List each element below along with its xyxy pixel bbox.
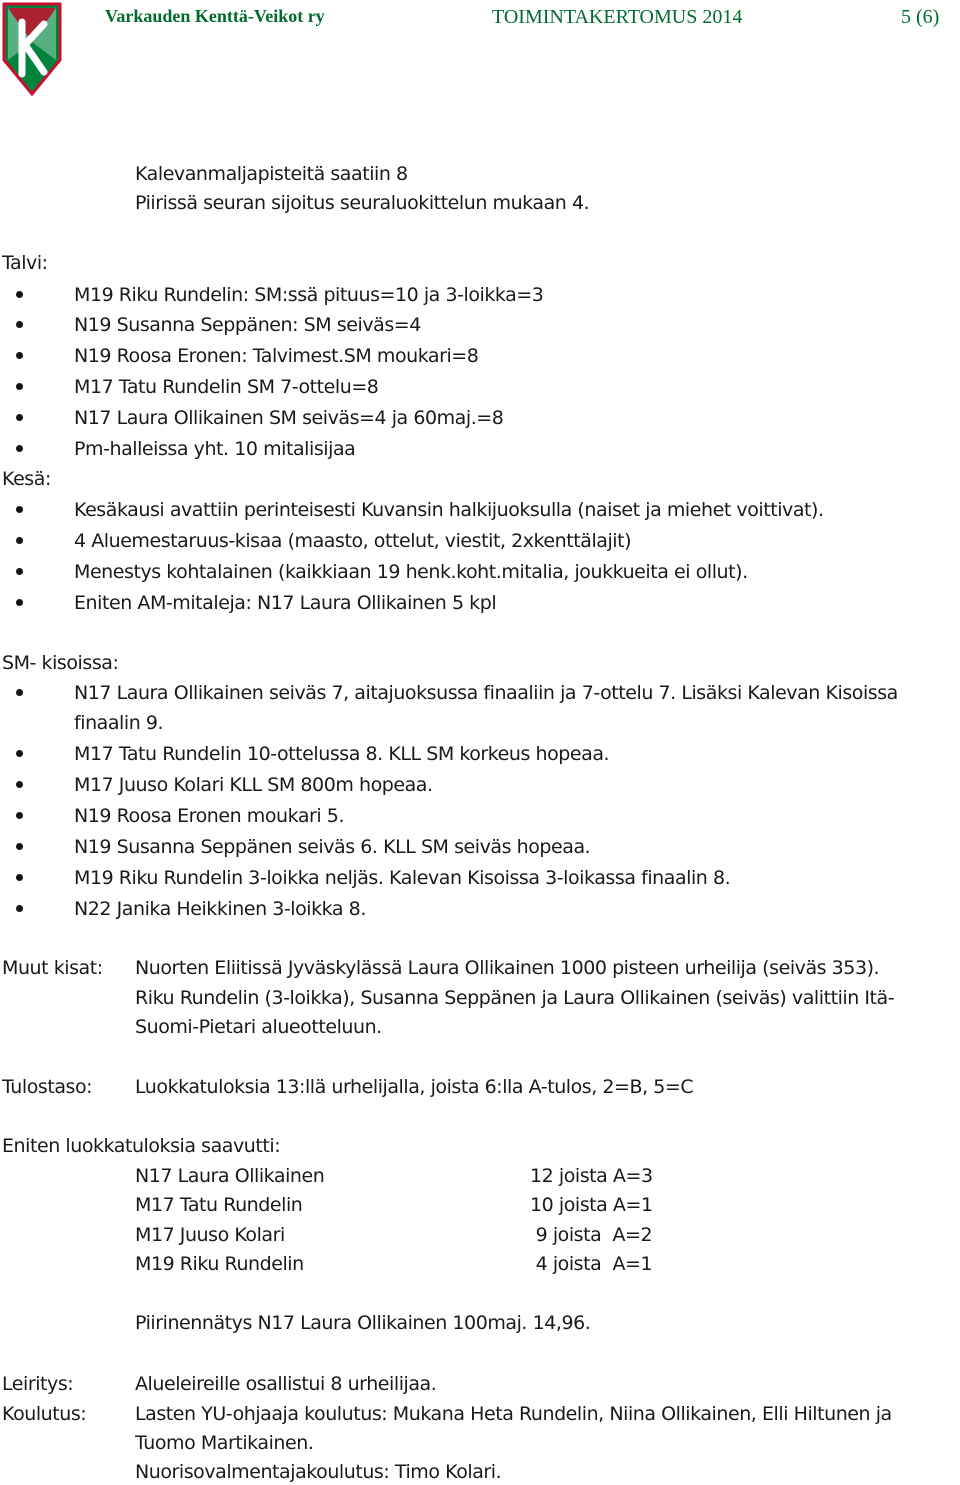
list-item: M19 Riku Rundelin: SM:ssä pituus=10 ja 3-loikka=3 [74,284,544,306]
list-item: 4 Aluemestaruus-kisaa (maasto, ottelut, viestit, 2xkenttälajit) [74,530,632,552]
tulostaso-text: Luokkatuloksia 13:llä urhelijalla, joista 6:lla A-tulos, 2=B, 5=C [135,1076,694,1098]
result-value: 9 joista A=2 [530,1224,653,1246]
result-name: M17 Tatu Rundelin [135,1194,303,1216]
intro-line: Piirissä seuran sijoitus seuraluokittelun mukaan 4. [135,192,590,214]
list-item: Pm-halleissa yht. 10 mitalisijaa [74,438,356,460]
list-item: Eniten AM-mitaleja: N17 Laura Ollikainen 5 kpl [74,592,497,614]
talvi-heading: Talvi: [2,252,48,274]
list-item: M17 Juuso Kolari KLL SM 800m hopeaa. [74,774,433,796]
list-item: N19 Roosa Eronen: Talvimest.SM moukari=8 [74,345,479,367]
bullet-icon [16,905,23,912]
page-header [0,0,960,100]
leiritys-text: Alueleireille osallistui 8 urheilijaa. [135,1373,437,1395]
koulutus-line: Tuomo Martikainen. [135,1432,314,1454]
bullet-icon [16,812,23,819]
result-name: M17 Juuso Kolari [135,1224,285,1246]
list-item: N19 Susanna Seppänen seiväs 6. KLL SM seiväs hopeaa. [74,836,591,858]
list-item: N17 Laura Ollikainen SM seiväs=4 ja 60maj.=8 [74,407,504,429]
bullet-icon [16,568,23,575]
list-item: N22 Janika Heikkinen 3-loikka 8. [74,898,366,920]
bullet-icon [16,352,23,359]
kesa-heading: Kesä: [2,468,51,490]
list-item: M17 Tatu Rundelin 10-ottelussa 8. KLL SM korkeus hopeaa. [74,743,610,765]
page-number: 5 (6) [901,6,940,28]
muut-line: Nuorten Eliitissä Jyväskylässä Laura Ollikainen 1000 pisteen urheilija (seiväs 353). [135,957,880,979]
intro-line: Kalevanmaljapisteitä saatiin 8 [135,163,408,185]
bullet-icon [16,689,23,696]
sm-heading: SM- kisoissa: [2,652,119,674]
bullet-icon [16,537,23,544]
bullet-icon [16,874,23,881]
list-item: N17 Laura Ollikainen seiväs 7, aitajuoksussa finaaliin ja 7-ottelu 7. Lisäksi Kalevan Kisoissa [74,682,898,704]
result-value: 10 joista A=1 [530,1194,653,1216]
list-item: N19 Susanna Seppänen: SM seiväs=4 [74,314,421,336]
bullet-icon [16,414,23,421]
club-logo [2,2,62,96]
bullet-icon [16,599,23,606]
eniten-heading: Eniten luokkatuloksia saavutti: [2,1135,281,1157]
muut-label: Muut kisat: [2,957,103,979]
koulutus-line: Lasten YU-ohjaaja koulutus: Mukana Heta Rundelin, Niina Ollikainen, Elli Hiltunen ja [135,1403,892,1425]
leiritys-label: Leiritys: [2,1373,74,1395]
result-value: 4 joista A=1 [530,1253,653,1275]
list-item: N19 Roosa Eronen moukari 5. [74,805,345,827]
koulutus-line: Nuorisovalmentajakoulutus: Timo Kolari. [135,1461,502,1483]
club-name: Varkauden Kenttä-Veikot ry [105,6,325,26]
koulutus-label: Koulutus: [2,1403,87,1425]
list-item-continuation: finaalin 9. [74,712,164,734]
bullet-icon [16,445,23,452]
result-name: N17 Laura Ollikainen [135,1165,325,1187]
bullet-icon [16,383,23,390]
list-item: Kesäkausi avattiin perinteisesti Kuvansin halkijuoksulla (naiset ja miehet voittivat). [74,499,824,521]
bullet-icon [16,781,23,788]
muut-line: Suomi-Pietari alueotteluun. [135,1016,382,1038]
document-title: TOIMINTAKERTOMUS 2014 [492,6,743,28]
list-item: Menestys kohtalainen (kaikkiaan 19 henk.koht.mitalia, joukkueita ei ollut). [74,561,748,583]
list-item: M19 Riku Rundelin 3-loikka neljäs. Kalevan Kisoissa 3-loikassa finaalin 8. [74,867,731,889]
list-item: M17 Tatu Rundelin SM 7-ottelu=8 [74,376,379,398]
bullet-icon [16,291,23,298]
result-name: M19 Riku Rundelin [135,1253,304,1275]
tulostaso-label: Tulostaso: [2,1076,93,1098]
result-value: 12 joista A=3 [530,1165,653,1187]
bullet-icon [16,321,23,328]
piirinennatys-text: Piirinennätys N17 Laura Ollikainen 100maj. 14,96. [135,1312,591,1334]
muut-line: Riku Rundelin (3-loikka), Susanna Seppänen ja Laura Ollikainen (seiväs) valittiin Itä- [135,987,895,1009]
bullet-icon [16,843,23,850]
bullet-icon [16,506,23,513]
bullet-icon [16,750,23,757]
